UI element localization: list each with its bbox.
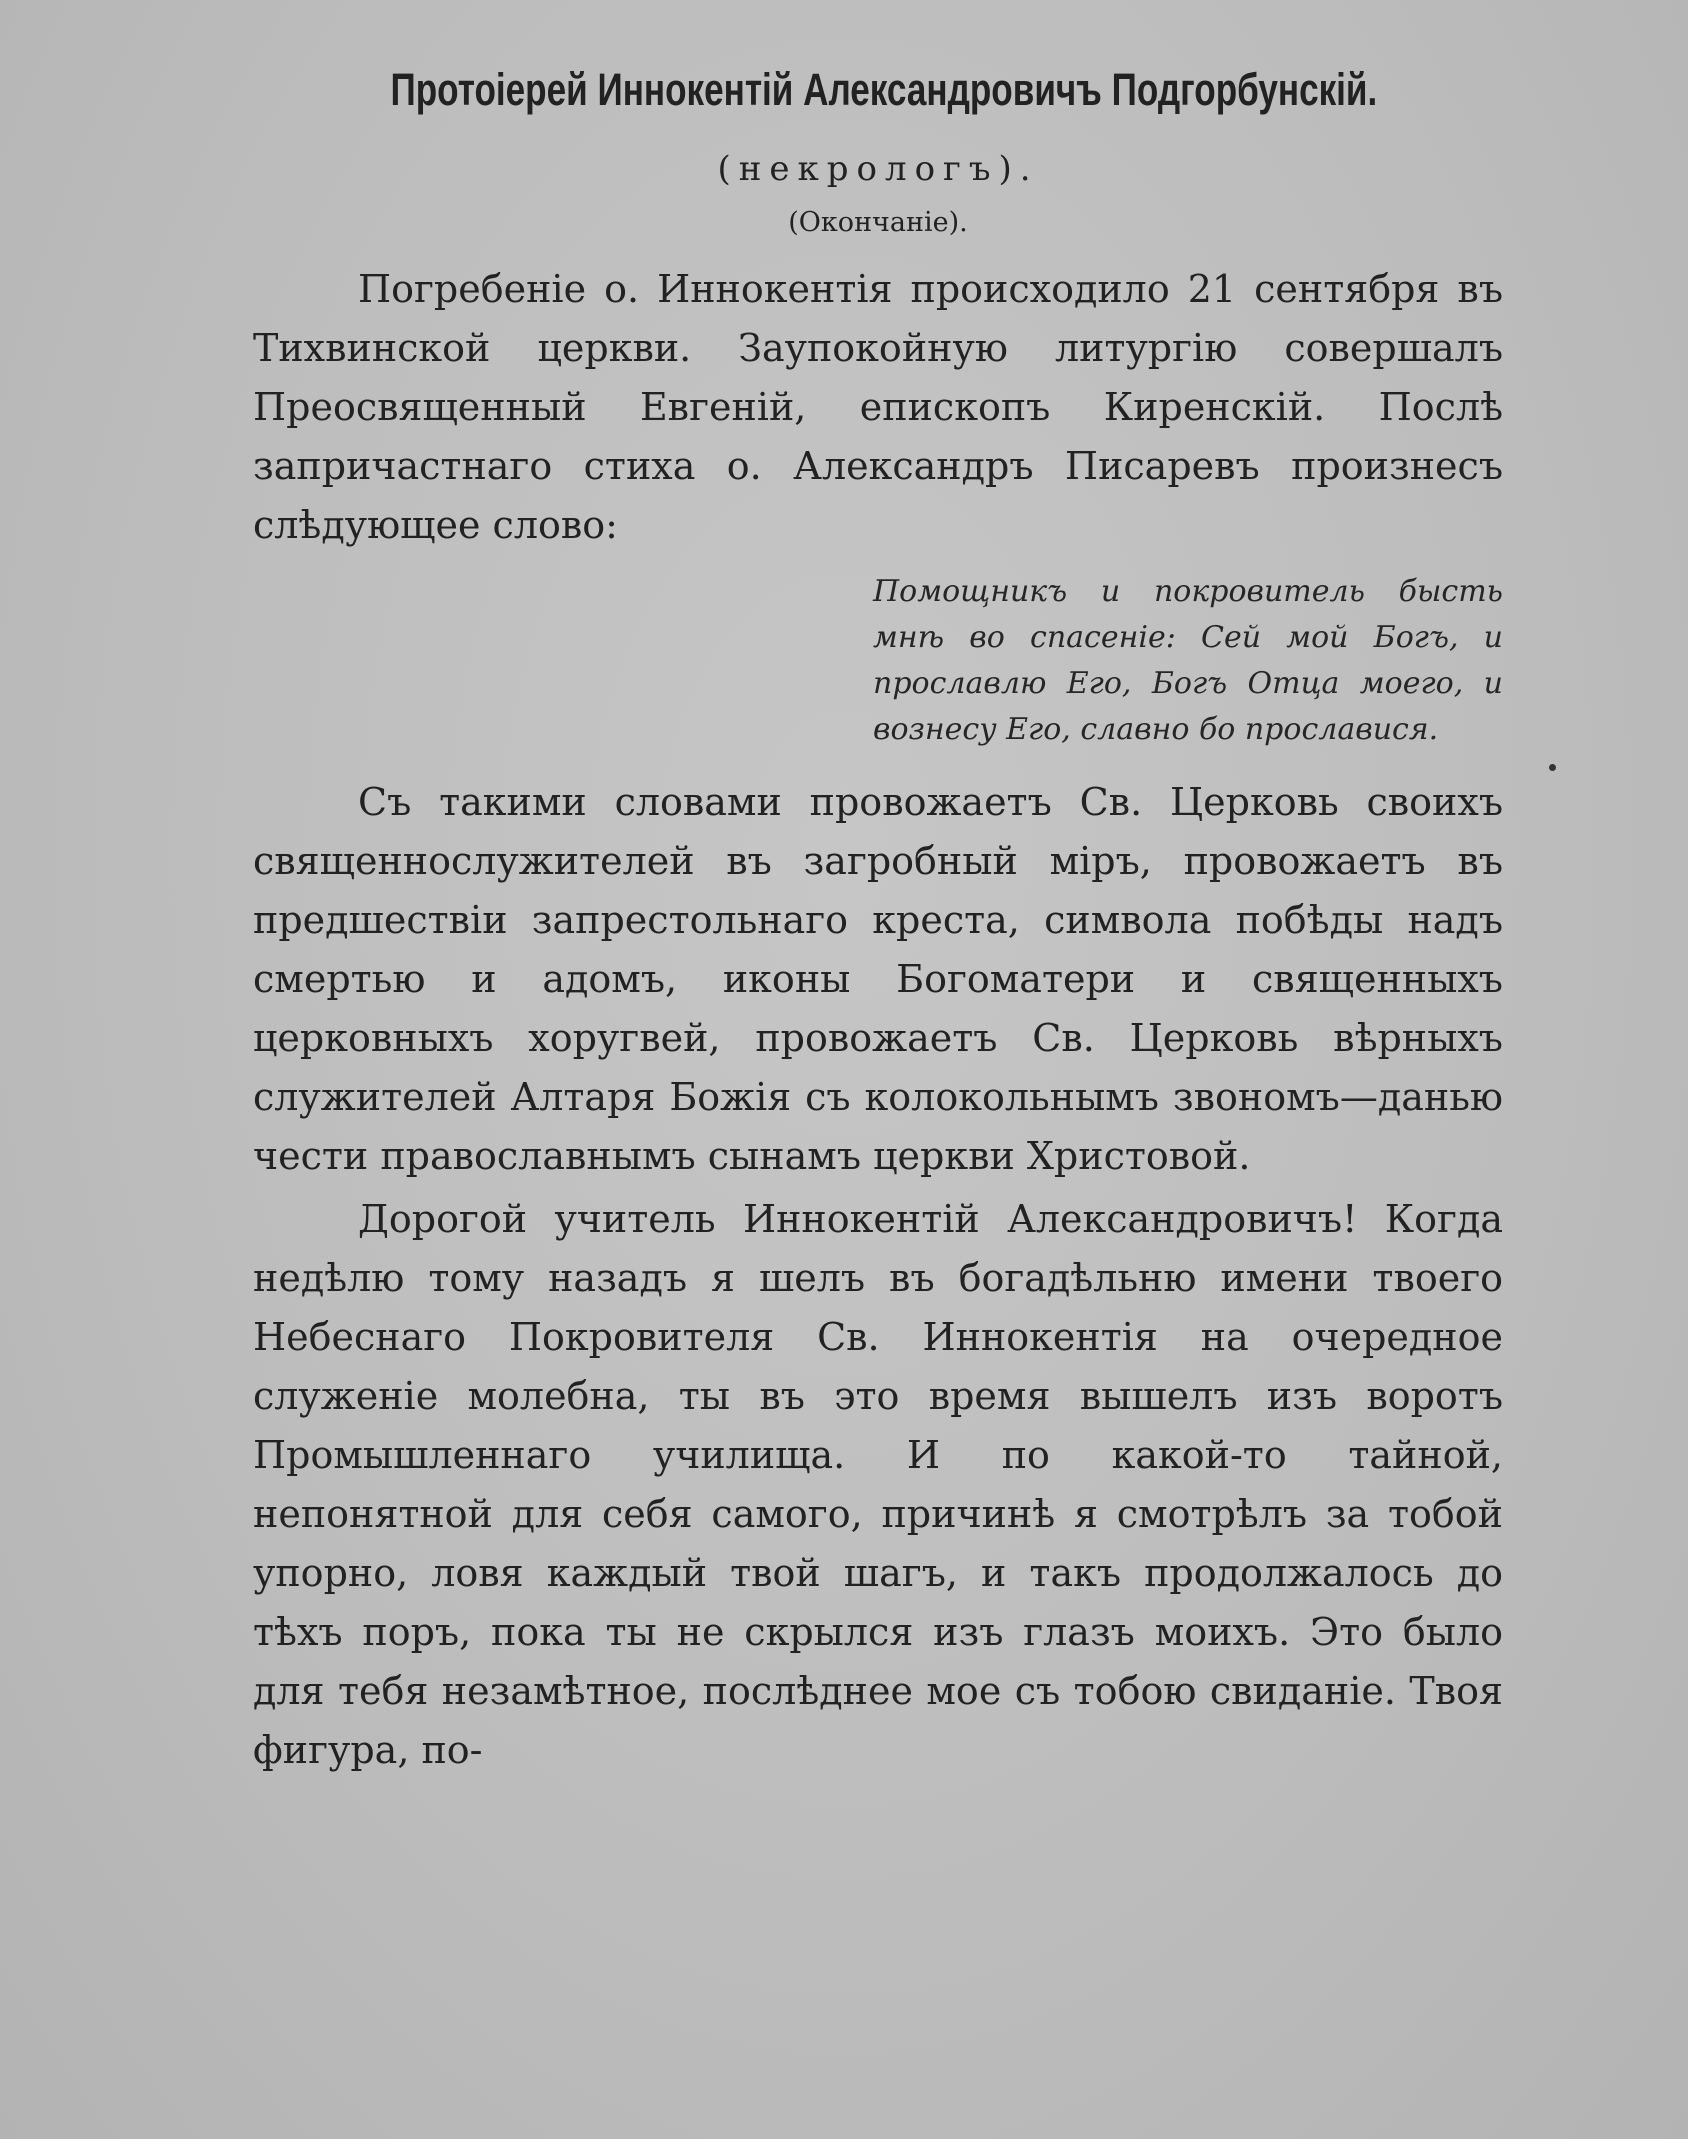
continuation-note: (Окончаніе). <box>788 207 968 238</box>
paragraph-funeral: Погребеніе о. Иннокентія происходило 21 сентября въ Тихвинской церкви. Заупокойную литургію совершалъ Преосвященный Евгеній, епископъ Киренскій. Послѣ запричастнаго стиха о. Александръ Писаревъ произнесъ слѣдующее слово: <box>253 267 1503 547</box>
paragraph-address: Дорогой учитель Иннокентій Александровичъ! Когда недѣлю тому назадъ я шелъ въ богадѣльню имени твоего Небеснаго Покровителя Св. Иннокентія на очередное служеніе молебна, ты въ это время вышелъ изъ воротъ Промышленнаго училища. И по какой-то тайной, непонятной для себя самого, причинѣ я смотрѣлъ за тобой упорно, ловя каждый твой шагъ, и такъ продолжалось до тѣхъ поръ, пока ты не скрылся изъ глазъ моихъ. Это было для тебя незамѣтное, послѣднее мое съ тобою свиданіе. Твоя фигура, по- <box>253 1197 1503 1772</box>
margin-dot <box>1549 764 1556 771</box>
article-subtitle: (некрологъ). <box>717 149 1039 189</box>
article-title: Протоіерей Иннокентій Александровичъ Подгорбунскій. <box>390 64 1378 115</box>
paragraph-church: Съ такими словами провожаетъ Св. Церковь своихъ священнослужителей въ загробный міръ, провожаетъ въ предшествіи запрестольнаго креста, символа побѣды надъ смертью и адомъ, иконы Богоматери и священныхъ церковныхъ хоругвей, провожаетъ Св. Церковь вѣрныхъ служителей Алтаря Божія съ колокольнымъ звономъ—данью чести православнымъ сынамъ церкви Христовой. <box>253 780 1503 1178</box>
article <box>253 50 1503 1780</box>
epigraph: Помощникъ и покровитель бысть мнѣ во спасеніе: Сей мой Богъ, и прославлю Его, Богъ Отца моего, и вознесу Его, славно бо прославися. <box>873 574 1503 747</box>
